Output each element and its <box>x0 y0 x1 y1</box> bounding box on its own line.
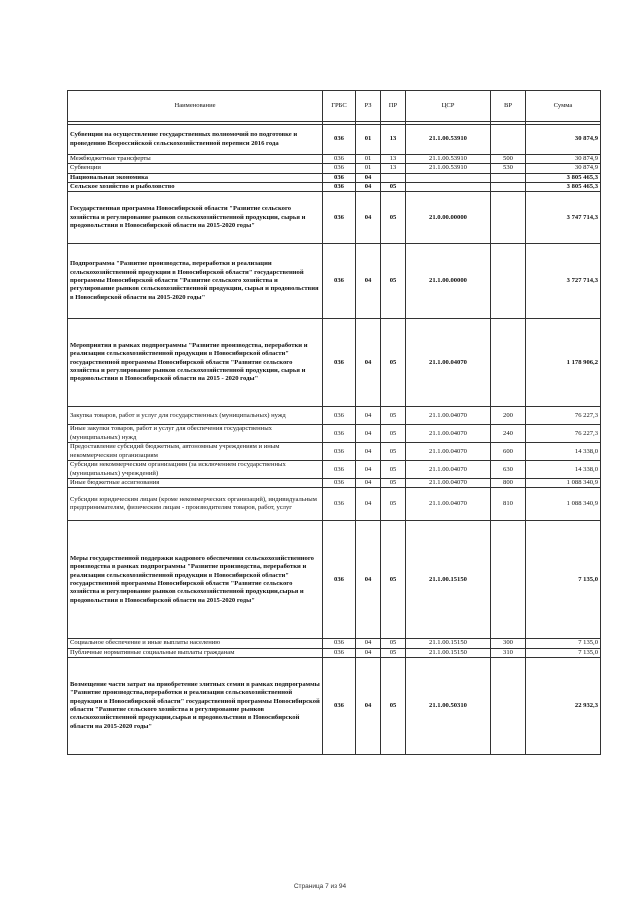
cell-grbs: 036 <box>323 639 356 648</box>
cell-rz: 01 <box>356 155 381 164</box>
cell-name: Субсидии юридическим лицам (кроме некоммерческих организаций), индивидуальным предпринимателям, физическим лицам - производителям товаров, работ, услуг <box>68 488 323 521</box>
cell-sum: 22 932,3 <box>526 658 601 755</box>
cell-vr: 300 <box>491 639 526 648</box>
cell-pr: 05 <box>381 648 406 657</box>
cell-rz: 04 <box>356 443 381 461</box>
cell-pr: 13 <box>381 155 406 164</box>
cell-sum: 14 338,0 <box>526 461 601 479</box>
cell-name: Субвенции <box>68 164 323 173</box>
cell-grbs: 036 <box>323 164 356 173</box>
cell-sum: 1 088 340,9 <box>526 488 601 521</box>
cell-sum: 1 178 906,2 <box>526 319 601 407</box>
cell-vr <box>491 192 526 244</box>
cell-rz: 04 <box>356 244 381 319</box>
cell-grbs: 036 <box>323 443 356 461</box>
header-rz: РЗ <box>356 91 381 122</box>
cell-pr: 05 <box>381 488 406 521</box>
cell-pr: 05 <box>381 425 406 443</box>
cell-csr: 21.1.00.50310 <box>406 658 491 755</box>
cell-pr: 05 <box>381 319 406 407</box>
cell-vr <box>491 182 526 191</box>
cell-name: Закупка товаров, работ и услуг для государственных (муниципальных) нужд <box>68 407 323 425</box>
cell-pr: 05 <box>381 407 406 425</box>
cell-rz: 01 <box>356 164 381 173</box>
cell-csr <box>406 182 491 191</box>
cell-sum: 1 088 340,9 <box>526 479 601 488</box>
cell-csr: 21.1.00.15150 <box>406 639 491 648</box>
cell-grbs: 036 <box>323 407 356 425</box>
table-row <box>68 164 601 173</box>
cell-vr: 310 <box>491 648 526 657</box>
cell-csr: 21.1.00.04070 <box>406 407 491 425</box>
cell-pr: 05 <box>381 182 406 191</box>
table-row <box>68 244 601 319</box>
cell-csr: 21.1.00.53910 <box>406 155 491 164</box>
table-row <box>68 319 601 407</box>
cell-csr: 21.1.00.15150 <box>406 521 491 639</box>
cell-sum: 30 874,9 <box>526 125 601 155</box>
table-row <box>68 639 601 648</box>
cell-pr: 05 <box>381 192 406 244</box>
cell-vr <box>491 521 526 639</box>
cell-sum: 30 874,9 <box>526 155 601 164</box>
header-csr: ЦСР <box>406 91 491 122</box>
cell-pr: 05 <box>381 443 406 461</box>
header-grbs: ГРБС <box>323 91 356 122</box>
table-row <box>68 425 601 443</box>
cell-vr <box>491 173 526 182</box>
cell-pr: 13 <box>381 164 406 173</box>
cell-sum: 3 727 714,3 <box>526 244 601 319</box>
cell-csr: 21.1.00.04070 <box>406 425 491 443</box>
cell-csr: 21.0.00.00000 <box>406 192 491 244</box>
cell-csr: 21.1.00.04070 <box>406 461 491 479</box>
table-row <box>68 658 601 755</box>
cell-name: Национальная экономика <box>68 173 323 182</box>
cell-pr <box>381 173 406 182</box>
cell-name: Меры государственной поддержки кадрового обеспечения сельскохозяйственного производства в рамках подпрограммы "Развитие производства, переработки и реализации сельскохозяйственной продукции в Новосибирской области" государственной программы Новосибирской области "Развитие сельского хозяйства и регулирование рынков сельскохозяйственной продукции,сырья и продовольствия в Новосибирской области на 2015-2020 годы" <box>68 521 323 639</box>
cell-vr: 500 <box>491 155 526 164</box>
table-row <box>68 192 601 244</box>
cell-vr: 200 <box>491 407 526 425</box>
cell-sum: 14 338,0 <box>526 443 601 461</box>
cell-sum: 7 135,0 <box>526 639 601 648</box>
cell-name: Субсидии некоммерческим организациям (за исключением государственных (муниципальных) учреждений) <box>68 461 323 479</box>
cell-grbs: 036 <box>323 648 356 657</box>
cell-csr: 21.1.00.53910 <box>406 164 491 173</box>
cell-grbs: 036 <box>323 125 356 155</box>
table-row <box>68 173 601 182</box>
header-row <box>68 91 601 122</box>
budget-table <box>67 90 601 755</box>
cell-sum: 76 227,3 <box>526 407 601 425</box>
cell-sum: 76 227,3 <box>526 425 601 443</box>
cell-vr <box>491 125 526 155</box>
cell-rz: 04 <box>356 407 381 425</box>
cell-name: Иные бюджетные ассигнования <box>68 479 323 488</box>
cell-vr <box>491 244 526 319</box>
cell-rz: 01 <box>356 125 381 155</box>
table-row <box>68 521 601 639</box>
cell-grbs: 036 <box>323 488 356 521</box>
cell-rz: 04 <box>356 173 381 182</box>
table-row <box>68 155 601 164</box>
cell-csr <box>406 173 491 182</box>
cell-grbs: 036 <box>323 244 356 319</box>
cell-grbs: 036 <box>323 658 356 755</box>
cell-name: Социальное обеспечение и иные выплаты населению <box>68 639 323 648</box>
cell-sum: 3 805 465,3 <box>526 182 601 191</box>
table-row <box>68 182 601 191</box>
cell-vr: 800 <box>491 479 526 488</box>
cell-grbs: 036 <box>323 155 356 164</box>
cell-vr: 810 <box>491 488 526 521</box>
cell-name: Предоставление субсидий бюджетным, автономным учреждениям и иным некоммерческим организациям <box>68 443 323 461</box>
cell-csr: 21.1.00.00000 <box>406 244 491 319</box>
cell-sum: 30 874,9 <box>526 164 601 173</box>
cell-csr: 21.1.00.15150 <box>406 648 491 657</box>
cell-rz: 04 <box>356 461 381 479</box>
cell-csr: 21.1.00.04070 <box>406 488 491 521</box>
table-row <box>68 648 601 657</box>
table-row <box>68 443 601 461</box>
cell-pr: 05 <box>381 461 406 479</box>
cell-pr: 05 <box>381 479 406 488</box>
cell-grbs: 036 <box>323 173 356 182</box>
cell-rz: 04 <box>356 479 381 488</box>
cell-vr: 530 <box>491 164 526 173</box>
cell-grbs: 036 <box>323 461 356 479</box>
table-row <box>68 461 601 479</box>
table-row <box>68 488 601 521</box>
cell-name: Сельское хозяйство и рыболовство <box>68 182 323 191</box>
cell-vr: 630 <box>491 461 526 479</box>
cell-rz: 04 <box>356 521 381 639</box>
cell-pr: 05 <box>381 639 406 648</box>
cell-name: Межбюджетные трансферты <box>68 155 323 164</box>
cell-pr: 05 <box>381 521 406 639</box>
cell-csr: 21.1.00.53910 <box>406 125 491 155</box>
cell-grbs: 036 <box>323 182 356 191</box>
cell-sum: 3 747 714,3 <box>526 192 601 244</box>
header-pr: ПР <box>381 91 406 122</box>
cell-sum: 7 135,0 <box>526 648 601 657</box>
table-row <box>68 407 601 425</box>
cell-rz: 04 <box>356 488 381 521</box>
cell-name: Мероприятия в рамках подпрограммы "Развитие производства, переработки и реализации сельскохозяйственной продукции в Новосибирской области" государственной программы Новосибирской области "Развитие сельского хозяйства и регулирование рынков сельскохозяйственной продукции, сырья и продовольствия в Новосибирской области на 2015 - 2020 годы" <box>68 319 323 407</box>
cell-csr: 21.1.00.04070 <box>406 443 491 461</box>
cell-vr: 600 <box>491 443 526 461</box>
cell-pr: 05 <box>381 244 406 319</box>
cell-rz: 04 <box>356 648 381 657</box>
cell-grbs: 036 <box>323 479 356 488</box>
cell-rz: 04 <box>356 182 381 191</box>
cell-csr: 21.1.00.04070 <box>406 479 491 488</box>
cell-sum: 3 805 465,3 <box>526 173 601 182</box>
cell-rz: 04 <box>356 319 381 407</box>
cell-grbs: 036 <box>323 521 356 639</box>
cell-grbs: 036 <box>323 425 356 443</box>
cell-name: Подпрограмма "Развитие производства, переработки и реализации сельскохозяйственной продукции в Новосибирской области" государственной программы Новосибирской области "Развитие сельского хозяйства и регулирование рынков сельскохозяйственной продукции, сырья и продовольствия в Новосибирской области на 2015-2020 годы" <box>68 244 323 319</box>
cell-name: Государственная программа Новосибирской области "Развитие сельского хозяйства и регулирование рынков сельскохозяйственной продукции, сырья и продовольствия в Новосибирской области на 2015-2020 годы" <box>68 192 323 244</box>
header-sum: Сумма <box>526 91 601 122</box>
cell-rz: 04 <box>356 658 381 755</box>
cell-grbs: 036 <box>323 319 356 407</box>
cell-vr <box>491 319 526 407</box>
cell-sum: 7 135,0 <box>526 521 601 639</box>
cell-pr: 05 <box>381 658 406 755</box>
cell-vr: 240 <box>491 425 526 443</box>
cell-rz: 04 <box>356 192 381 244</box>
cell-vr <box>491 658 526 755</box>
header-name: Наименование <box>68 91 323 122</box>
cell-pr: 13 <box>381 125 406 155</box>
page-number: Страница 7 из 94 <box>293 883 347 890</box>
cell-csr: 21.1.00.04070 <box>406 319 491 407</box>
table-row <box>68 479 601 488</box>
cell-rz: 04 <box>356 425 381 443</box>
cell-grbs: 036 <box>323 192 356 244</box>
cell-name: Иные закупки товаров, работ и услуг для обеспечения государственных (муниципальных) нужд <box>68 425 323 443</box>
cell-name: Публичные нормативные социальные выплаты гражданам <box>68 648 323 657</box>
cell-name: Возмещение части затрат на приобретение элитных семян в рамках подпрограммы "Развитие производства,переработки и реализации сельскохозяйственной продукции в Новосибирской области" государственной программы Новосибирской области "Развитие сельского хозяйства и регулирование рынков сельскохозяйственной продукции,сырья и продовольствия в Новосибирской области на 2015-2020 годы" <box>68 658 323 755</box>
header-vr: ВР <box>491 91 526 122</box>
cell-rz: 04 <box>356 639 381 648</box>
cell-name: Субвенции на осуществление государственных полномочий по подготовке и проведению Всероссийской сельскохозяйственной переписи 2016 года <box>68 125 323 155</box>
table-row <box>68 125 601 155</box>
